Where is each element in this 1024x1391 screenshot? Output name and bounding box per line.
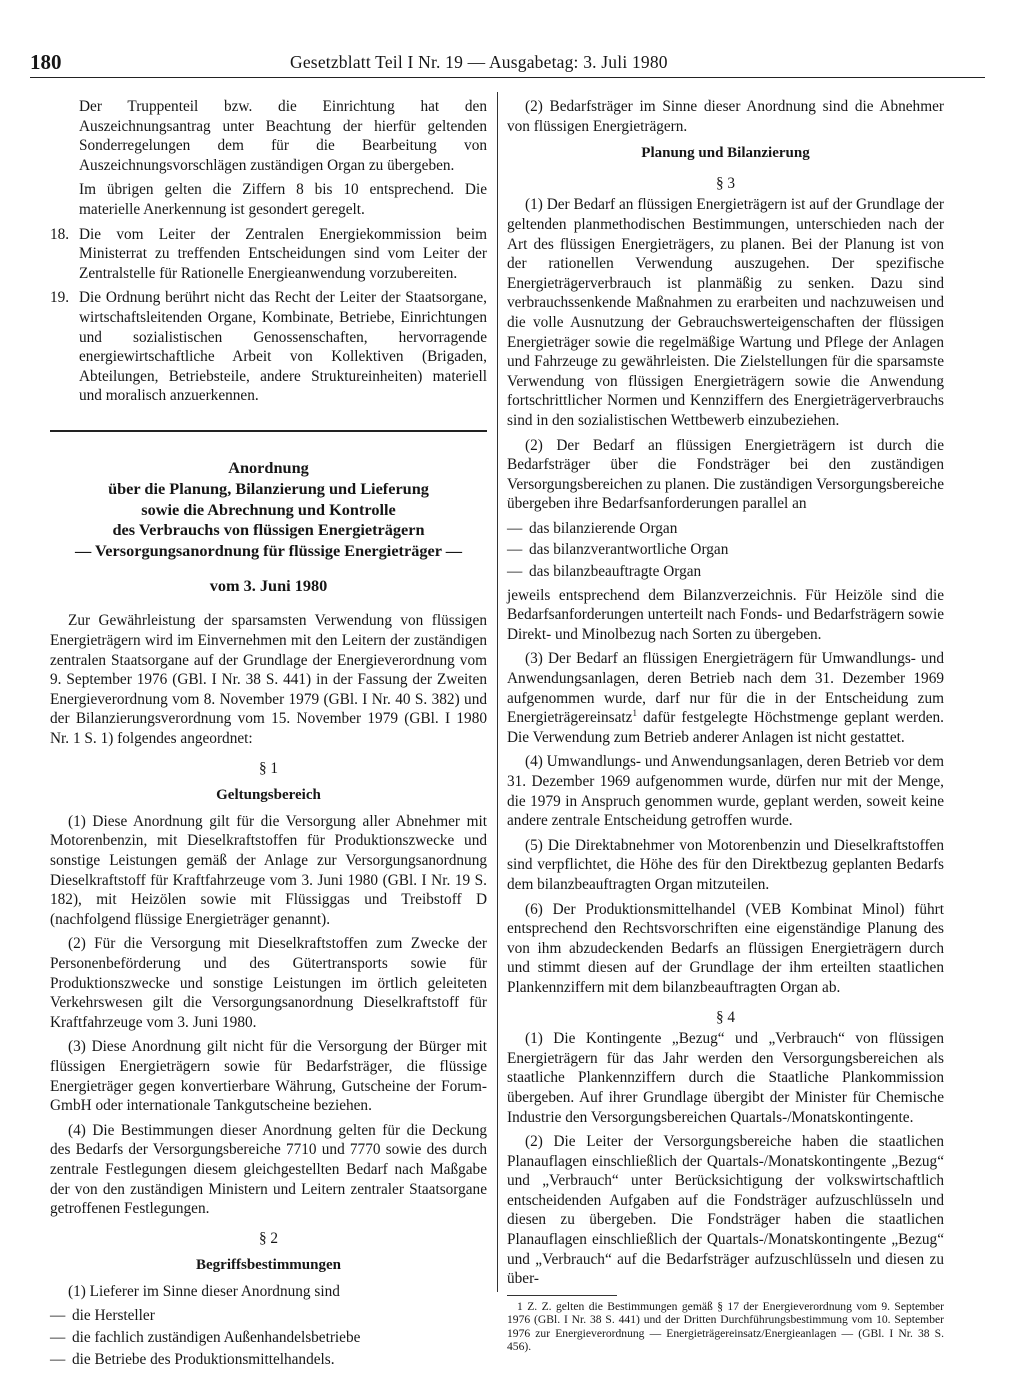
paragraph: (1) Diese Anordnung gilt für die Versorgung aller Abnehmer mit Motorenbenzin, mit Dieselkraftstoffen für Produktionszwecke und sonstige Leistungen gemäß der Anlage zur Versorgungsanordnung Dieselkraftstoff für Kraftfahrzeuge vom 3. Juni 1980 (GBl. I Nr. 19 S. 182), mit Heizölen sowie mit Flüssiggas und Treibstoff D (nachfolgend flüssige Energieträger genannt). <box>50 812 487 928</box>
title-line: Anordnung <box>228 457 309 477</box>
ordinance-title <box>50 458 487 562</box>
title-line: des Verbrauchs von flüssigen Energieträgern <box>112 520 425 540</box>
dash-marker: — <box>507 519 523 537</box>
item-text: Die vom Leiter der Zentralen Energiekommission beim Ministerrat zu treffenden Entscheidungen sind vom Leiter der Zentralstelle für Rationelle Energieanwendung vorzubereiten. <box>79 225 487 282</box>
list-item <box>50 1328 487 1348</box>
paragraph: (6) Der Produktionsmittelhandel (VEB Kombinat Minol) führt entsprechend den Rechtsvorschriften eine eigenständige Planung des von ihm abzudeckenden Bedarfs an flüssigen Energieträgern durch und stimmt diesen auf der Grundlage der ihm erteilten staatlichen Plankennziffern mit dem bilanzbeauftragten Organ ab. <box>507 900 944 996</box>
paragraph: (5) Die Direktabnehmer von Motorenbenzin und Dieselkraftstoffen sind verpflichtet, die Höhe des für den Direktbezug geplanten Bedarfs dem bilanzbeauftragten Organ mitzuteilen. <box>507 836 944 893</box>
paragraph: (1) Der Bedarf an flüssigen Energieträgern ist auf der Grundlage der geltenden planmethodischen Bestimmungen, unterschieden nach der Art des flüssigen Energieträgers, zu planen. Bei der Planung ist von der rationellen Verwendung auszugehen. Der spezifische Energieträgerverbrauch ist planmäßig zu senken. Dazu sind verbrauchssenkende Maßnahmen zu erarbeiten und nachzuweisen und die volle Ausnutzung der Gebrauchswerteigenschaften der flüssigen Energieträger sowie die regelmäßige Wartung und Pflege der Anlagen und Fahrzeuge zu gewährleisten. Die Zielstellungen für die sparsamste Verwendung von flüssigen Energieträgern sowie die Anwendung fortschrittlicher Normen und Kennziffern des Energieträgerverbrauchs sind in den sozialistischen Wettbewerb einzubeziehen. <box>507 196 944 429</box>
paragraph: (1) Lieferer im Sinne dieser Anordnung sind <box>68 1282 340 1300</box>
paragraph: (2) Der Bedarf an flüssigen Energieträgern ist durch die Bedarfsträger über die Fondsträger bei den zuständigen Versorgungsbereichen zu planen. Die zuständigen Versorgungsbereiche übergeben ihre Bedarfsanforderungen parallel an <box>507 436 944 513</box>
section-sign: § 4 <box>715 1008 736 1026</box>
list-item <box>507 562 944 582</box>
section-sign: § 2 <box>258 1229 279 1247</box>
list-item <box>50 1306 487 1326</box>
footnote: 1 Z. Z. gelten die Bestimmungen gemäß § 17 der Energieverordnung vom 9. September 1976 (GBl. I Nr. 38 S. 441) und der Dritten Durchführungsbestimmung vom 10. September 1976 zur Energieverordnung — Energieträgereinsatz/Energieanlagen — (GBl. I Nr. 38 S. 456). <box>507 1299 944 1354</box>
ordinance-date: vom 3. Juni 1980 <box>209 575 328 595</box>
footnote-reference: 1 <box>632 708 637 719</box>
right-column <box>507 97 944 1359</box>
footnote-rule <box>507 1295 617 1296</box>
list-item <box>507 540 944 560</box>
section-sign: § 1 <box>258 759 279 777</box>
list-item <box>50 1350 487 1370</box>
dash-marker: — <box>50 1307 66 1325</box>
dash-marker: — <box>507 541 523 559</box>
dash-list <box>50 1306 487 1369</box>
section-heading: Begriffsbestimmungen <box>196 1257 341 1274</box>
dash-marker: — <box>50 1350 66 1368</box>
column-divider <box>497 92 498 1292</box>
preamble: Zur Gewährleistung der sparsamsten Verwendung von flüssigen Energieträgern wird im Einvernehmen mit den Leitern der zuständigen zentralen Staatsorgane auf der Grundlage der Energieverordnung vom 9. September 1976 (GBl. I Nr. 38 S. 441) in der Fassung der Zweiten Energieverordnung vom 8. November 1979 (GBl. I Nr. 40 S. 382) und der Bilanzierungsverordnung vom 15. November 1979 (GBl. I 1980 Nr. 1 S. 1) folgendes angeordnet: <box>50 612 487 748</box>
title-line: — Versorgungsanordnung für flüssige Energieträger — <box>74 541 462 561</box>
paragraph: (2) Die Leiter der Versorgungsbereiche haben die staatlichen Planauflagen einschließlich der Quartals-/Monatskontingente „Bezug“ und „Verbrauch“ unter Berücksichtigung der volkswirtschaftlich entscheidenden Aufgaben auf die Fondsträger aufzuschlüsseln und diesen zu übergeben. Die Fondsträger haben die staatlichen Planauflagen einschließlich der Quartals-/Monatskontingente „Bezug“ und „Verbrauch“ auf die Bedarfsträger aufzuschlüsseln und diesen zu über- <box>507 1133 944 1288</box>
paragraph: (4) Umwandlungs- und Anwendungsanlagen, deren Betrieb vor dem 31. Dezember 1969 aufgenommen wurde, dürfen nur mit der Menge, die 1979 in Anspruch genommen wurde, geplant werden, soweit keine andere zentrale Entscheidung getroffen wurde. <box>507 753 944 830</box>
paragraph <box>507 649 944 747</box>
paragraph-text: dafür festgelegte Höchstmenge geplant werden. Die Verwendung zum Betrieb anderer Anlagen ist nicht gestattet. <box>507 709 944 746</box>
dash-marker: — <box>507 563 523 581</box>
page-number: 180 <box>30 50 62 74</box>
paragraph: Im übrigen gelten die Ziffern 8 bis 10 entsprechend. Die materielle Anerkennung ist gesondert geregelt. <box>79 181 487 218</box>
list-item-text: die Betriebe des Produktionsmittelhandels. <box>72 1350 335 1368</box>
numbered-item-18 <box>50 225 487 284</box>
header-rule <box>30 77 985 78</box>
section-sign: § 3 <box>715 174 736 192</box>
page-header <box>30 50 985 80</box>
section-separator <box>50 430 487 432</box>
section-heading: Geltungsbereich <box>216 787 321 804</box>
section-heading: Planung und Bilanzierung <box>641 145 810 162</box>
list-item-text: die fachlich zuständigen Außenhandelsbetriebe <box>72 1329 361 1347</box>
left-column <box>50 97 487 1373</box>
title-line: sowie die Abrechnung und Kontrolle <box>141 499 396 519</box>
paragraph: (2) Für die Versorgung mit Dieselkraftstoffen zum Zwecke der Personenbeförderung und des Gütertransports sowie für Produktionszwecke und sonstige Leistungen im örtlich geleiteten Verkehrswesen gilt die Versorgungsanordnung Dieselkraftstoff für Kraftfahrzeuge vom 3. Juni 1980. <box>50 935 487 1031</box>
list-item-text: das bilanzbeauftragte Organ <box>529 563 702 581</box>
numbered-item-19 <box>50 288 487 406</box>
paragraph: (1) Die Kontingente „Bezug“ und „Verbrauch“ von flüssigen Energieträgern für das Jahr werden den Versorgungsbereichen als staatliche Plankennziffern durch die Staatliche Plankommission übergeben. Auf ihrer Grundlage übergibt der Minister für Chemische Industrie den Versorgungsbereichen Quartals-/Monatskontingente. <box>507 1030 944 1126</box>
paragraph: (4) Die Bestimmungen dieser Anordnung gelten für die Deckung des Bedarfs der Versorgungsbereiche 7710 und 7770 sowie des durch zentrale Festlegungen diesem gleichgestellten Bedarf nach Maßgabe der von den zuständigen Ministern und Leitern zentraler Staatsorgane getroffenen Festlegungen. <box>50 1121 487 1218</box>
paragraph-text: (3) Der Bedarf an flüssigen Energieträgern für Umwandlungs- und Anwendungsanlagen, deren Betrieb nach dem 31. Dezember 1969 aufgenommen wurde, darf nur für die in der Entscheidung zum Energieträgereinsatz <box>507 650 944 727</box>
list-item <box>507 519 944 539</box>
dash-marker: — <box>50 1329 66 1347</box>
paragraph: jeweils entsprechend dem Bilanzverzeichnis. Für Heizöle sind die Bedarfsanforderungen unterteilt nach Fonds- und Bedarfsträgern sowie Direkt- und Minolbezug nach Sorten zu übergeben. <box>507 586 944 643</box>
list-item-text: das bilanzverantwortliche Organ <box>529 541 729 559</box>
list-item-text: die Hersteller <box>72 1307 155 1325</box>
item-number: 18. <box>50 225 70 243</box>
list-item-text: das bilanzierende Organ <box>529 519 678 537</box>
dash-list <box>507 519 944 582</box>
item-number: 19. <box>50 289 70 307</box>
paragraph: (2) Bedarfsträger im Sinne dieser Anordnung sind die Abnehmer von flüssigen Energieträgern. <box>507 98 944 135</box>
item-text: Die Ordnung berührt nicht das Recht der Leiter der Staatsorgane, wirtschaftsleitenden Organe, Kombinate, Betriebe, Einrichtungen und sozialistischen Genossenschaften, hervorragende energiewirtschaftliche Arbeit von Kollektiven (Brigaden, Abteilungen, Betriebsteile, andere Struktureinheiten) materiell und moralisch anzuerkennen. <box>79 289 487 405</box>
header-title: Gesetzblatt Teil I Nr. 19 — Ausgabetag: 3. Juli 1980 <box>290 52 668 72</box>
paragraph: (3) Diese Anordnung gilt nicht für die Versorgung der Bürger mit flüssigen Energieträgern sowie für Bedarfsträger, die flüssige Energieträger gegen konvertierbare Währung, Gutscheine der Forum-GmbH oder internationale Tankgutscheine beziehen. <box>50 1038 487 1115</box>
paragraph: Der Truppenteil bzw. die Einrichtung hat den Auszeichnungsantrag unter Beachtung der hierfür geltenden Sonderregelungen dem für die Bearbeitung von Auszeichnungsvorschlägen zuständigen Organ zu übergeben. <box>79 98 487 174</box>
title-line: über die Planung, Bilanzierung und Lieferung <box>108 478 429 498</box>
